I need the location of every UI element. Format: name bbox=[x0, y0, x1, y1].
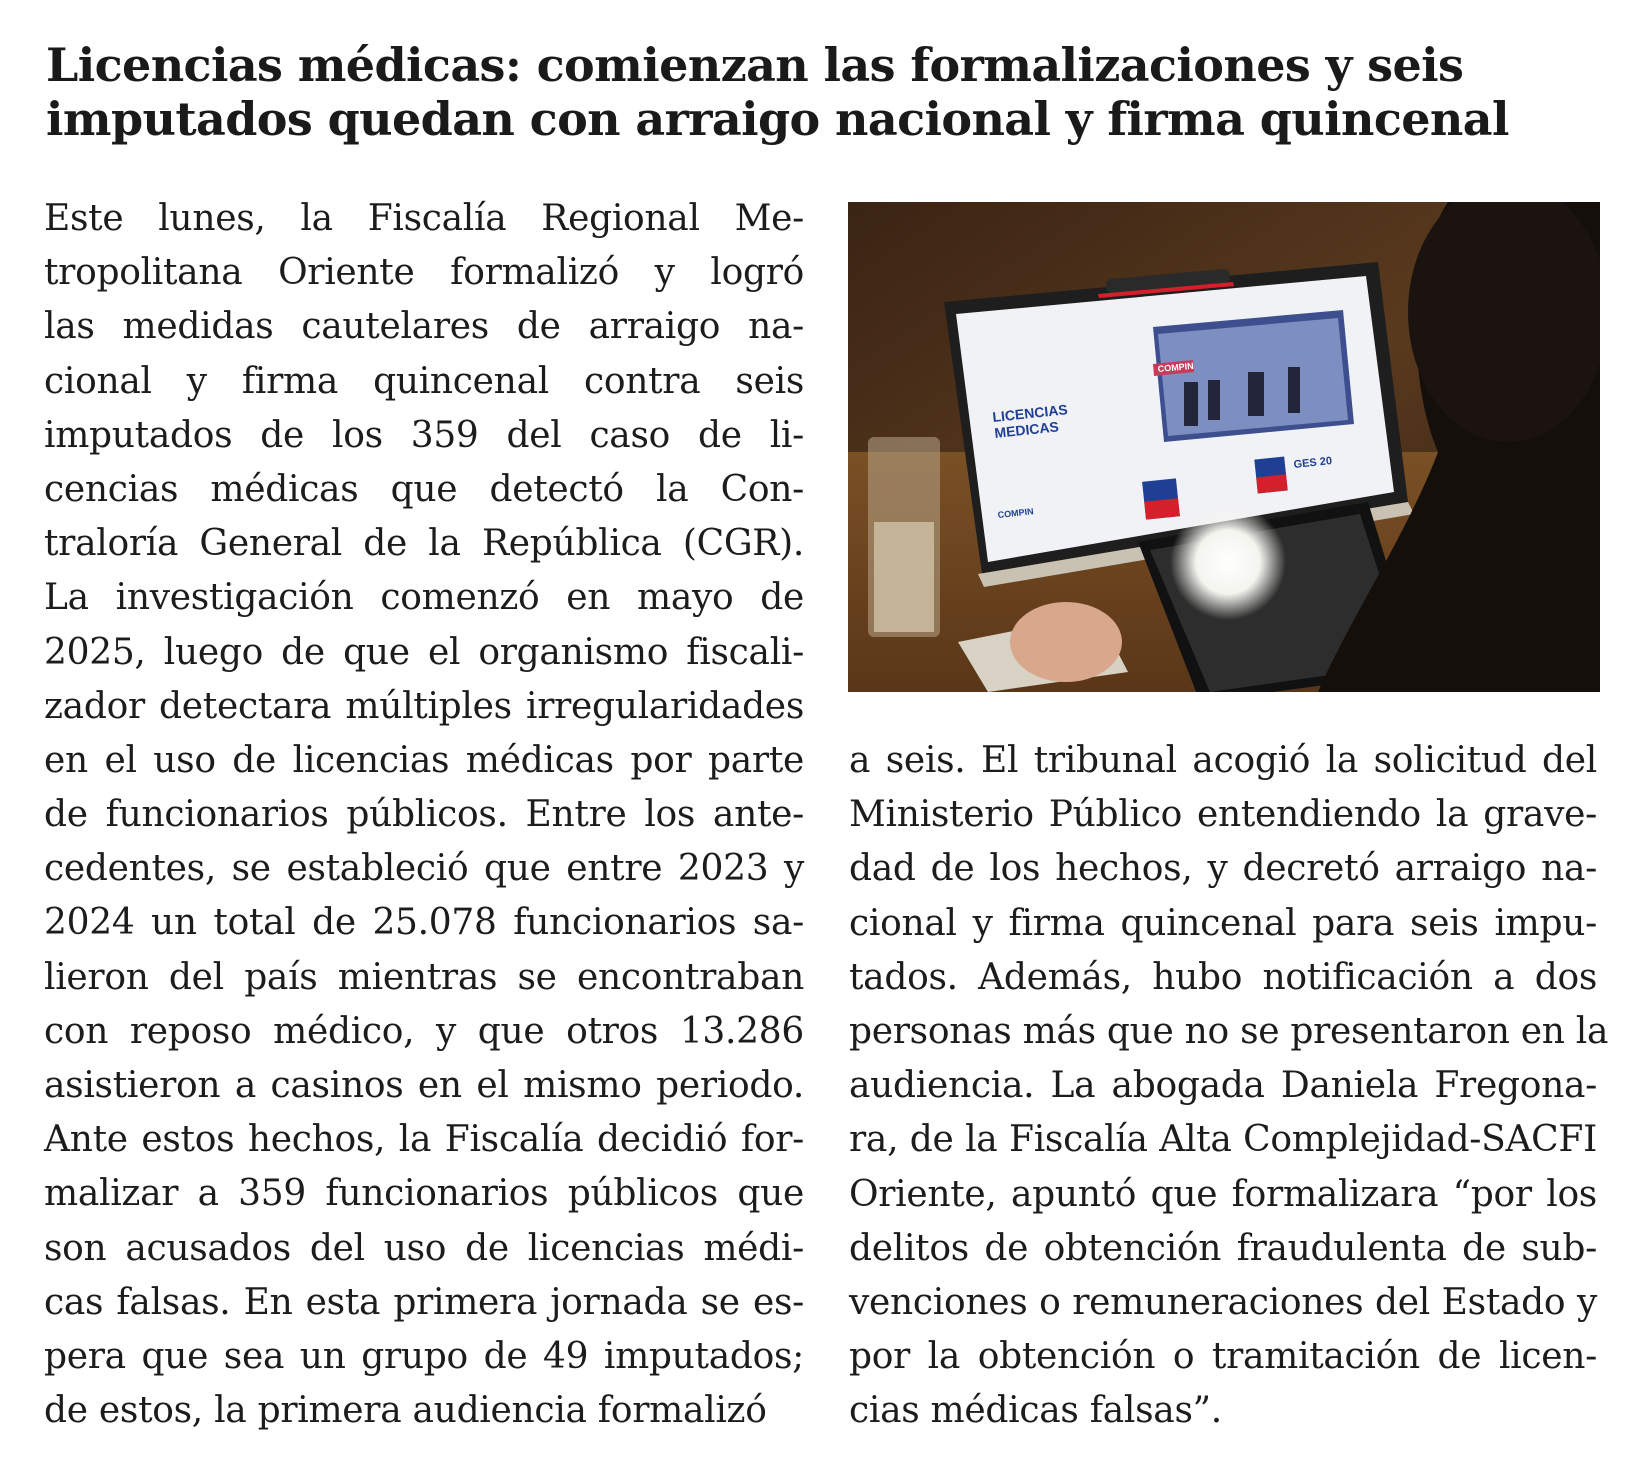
article-text-line: traloría General de la República (CGR). bbox=[44, 523, 804, 565]
headline-line: imputados quedan con arraigo nacional y firma quincenal bbox=[46, 92, 1509, 146]
headline-line: Licencias médicas: comienzan las formalizaciones y seis bbox=[46, 38, 1464, 92]
article-photo bbox=[848, 202, 1600, 692]
article-text-line: delitos de obtención fraudulenta de sub- bbox=[849, 1227, 1597, 1269]
article-text-line: de estos, la primera audiencia formalizó bbox=[44, 1390, 767, 1432]
article-text-line: con reposo médico, y que otros 13.286 bbox=[44, 1010, 804, 1052]
hand bbox=[1010, 602, 1122, 682]
article-text-line: Ministerio Público entendiendo la grave- bbox=[849, 794, 1597, 836]
article-text-line: cional y firma quincenal contra seis bbox=[44, 360, 804, 402]
banner-label: COMPIN bbox=[1157, 360, 1195, 374]
article-text-line: Este lunes, la Fiscalía Regional Me- bbox=[44, 198, 804, 239]
article-text-line: tados. Además, hubo notificación a dos bbox=[849, 956, 1597, 998]
headline bbox=[46, 38, 1606, 146]
article-text-line: personas más que no se presentaron en la bbox=[849, 1010, 1609, 1052]
article-text-line: malizar a 359 funcionarios públicos que bbox=[44, 1173, 804, 1215]
article-text-line: imputados de los 359 del caso de li- bbox=[44, 414, 804, 456]
article-text-line: son acusados del uso de licencias médi- bbox=[44, 1227, 804, 1269]
screen-title-line2: MEDICAS bbox=[993, 418, 1060, 441]
article-text-line: venciones o remuneraciones del Estado y bbox=[849, 1281, 1597, 1323]
article-text-line: de funcionarios públicos. Entre los ante- bbox=[44, 794, 804, 836]
article-text-line: zador detectara múltiples irregularidades bbox=[44, 685, 804, 727]
article-text-line: audiencia. La abogada Daniela Fregona- bbox=[849, 1065, 1597, 1107]
article-text-line: Ante estos hechos, la Fiscalía decidió for- bbox=[44, 1119, 804, 1161]
article-text-line: cional y firma quincenal para seis impu- bbox=[849, 902, 1597, 944]
article-text-line: pera que sea un grupo de 49 imputados; bbox=[44, 1335, 804, 1377]
article-text-line: a seis. El tribunal acogió la solicitud del bbox=[849, 740, 1597, 781]
article-text-line: las medidas cautelares de arraigo na- bbox=[44, 306, 804, 348]
article-text-line: tropolitana Oriente formalizó y logró bbox=[44, 252, 804, 294]
article-text-line: cedentes, se estableció que entre 2023 y bbox=[44, 848, 804, 890]
article-text-line: cencias médicas que detectó la Con- bbox=[44, 468, 804, 510]
article-text-line: cas falsas. En esta primera jornada se es- bbox=[44, 1281, 804, 1323]
article-text-line: en el uso de licencias médicas por parte bbox=[44, 739, 804, 781]
article-column-left bbox=[44, 192, 804, 1438]
article-text-line: lieron del país mientras se encontraban bbox=[44, 956, 804, 998]
article-text-line: dad de los hechos, y decretó arraigo na- bbox=[849, 848, 1597, 890]
footer-logo: COMPIN bbox=[997, 506, 1035, 520]
article-text-line: 2025, luego de que el organismo fiscali- bbox=[44, 631, 804, 673]
water-glass bbox=[868, 437, 940, 637]
article-text-line: ra, de la Fiscalía Alta Complejidad-SACFI bbox=[849, 1119, 1597, 1161]
article-text-line: asistieron a casinos en el mismo periodo. bbox=[44, 1065, 804, 1106]
article-text-line: 2024 un total de 25.078 funcionarios sa- bbox=[44, 902, 804, 944]
badge-text: GES 20 bbox=[1293, 455, 1333, 471]
article-text-line: Oriente, apuntó que formalizara “por los bbox=[849, 1173, 1597, 1215]
screen-title-line1: LICENCIAS bbox=[991, 401, 1069, 425]
article-text-line: La investigación comenzó en mayo de bbox=[44, 577, 804, 619]
article-text-line: cias médicas falsas”. bbox=[849, 1390, 1222, 1432]
article-column-right bbox=[849, 734, 1609, 1438]
photo-illustration bbox=[848, 202, 1600, 692]
article-text-line: por la obtención o tramitación de licen- bbox=[849, 1336, 1597, 1378]
